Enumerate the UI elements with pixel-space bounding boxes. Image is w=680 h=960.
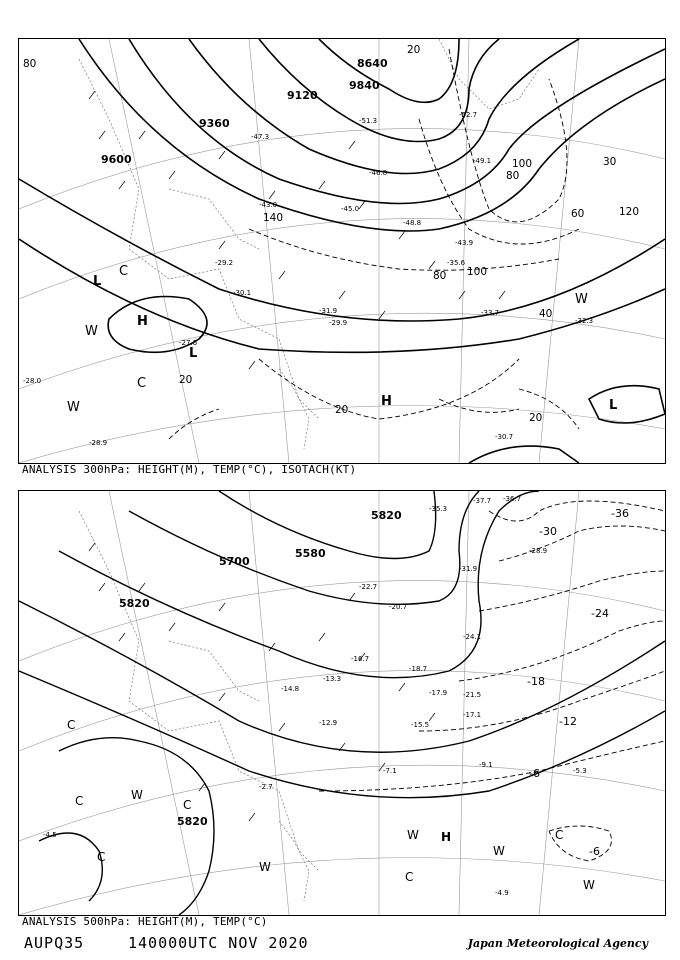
low-center: L	[189, 346, 198, 361]
warm-center: W	[67, 400, 80, 415]
wind-barbs	[89, 91, 505, 369]
isotherm-label: -6	[589, 845, 600, 858]
height-labels	[119, 509, 402, 828]
agency-credit: Japan Meteorological Agency	[467, 937, 648, 950]
temp-obs: -35.3	[429, 505, 448, 513]
map-300hpa-canvas	[19, 39, 665, 463]
low-center: L	[609, 398, 618, 413]
temp-obs: -7.1	[383, 767, 397, 775]
temp-obs: -43.0	[259, 201, 278, 209]
temp-obs: -4.9	[495, 889, 509, 897]
cold-center: C	[75, 794, 84, 808]
height-label: 5580	[295, 547, 326, 560]
temp-obs: -47.3	[251, 133, 270, 141]
temp-obs: -46.8	[369, 169, 388, 177]
high-center: H	[381, 394, 392, 409]
temp-obs: -33.7	[481, 309, 500, 317]
temp-obs: -31.9	[459, 565, 478, 573]
temp-obs: -9.1	[479, 761, 493, 769]
temp-obs: -36.7	[503, 495, 522, 503]
warm-center: W	[493, 844, 505, 858]
temp-obs: -2.7	[259, 783, 273, 791]
isotach-label: 40	[539, 308, 553, 320]
cold-center: C	[67, 718, 76, 732]
height-label: 8640	[357, 57, 388, 70]
height-contours	[19, 491, 665, 915]
height-label: 5820	[119, 597, 150, 610]
temp-obs: -22.7	[359, 583, 378, 591]
isotach-label: 20	[179, 374, 193, 386]
cold-center: C	[137, 376, 147, 391]
temp-obs: -32.3	[575, 317, 594, 325]
temp-obs: -48.8	[403, 219, 422, 227]
temp-obs: -31.9	[319, 307, 338, 315]
temp-obs: -49.1	[473, 157, 492, 165]
cold-center: C	[183, 798, 192, 812]
height-contours	[19, 39, 665, 463]
warm-center: W	[259, 860, 271, 874]
warm-center: W	[575, 292, 588, 307]
isotach-label: 100	[512, 158, 533, 170]
valid-time: 140000UTC NOV 2020	[128, 934, 309, 952]
coastline	[79, 511, 319, 901]
temp-obs: -28.9	[89, 439, 108, 447]
high-center: H	[441, 830, 452, 844]
isotherm-labels	[527, 507, 629, 858]
isotach-label: 30	[603, 156, 617, 168]
height-label: 5820	[371, 509, 402, 522]
isotach-label: 80	[23, 58, 37, 70]
temp-obs: -20.7	[389, 603, 408, 611]
height-label: 9120	[287, 89, 318, 102]
pressure-centers	[67, 264, 617, 415]
isotach-label: 120	[619, 206, 640, 218]
isotherms	[319, 501, 665, 861]
cold-center: C	[97, 850, 106, 864]
isotach-label: 20	[529, 412, 543, 424]
isotherm-label: -30	[539, 525, 557, 538]
temp-obs: -29.2	[215, 259, 234, 267]
cold-center: C	[555, 828, 564, 842]
temp-obs: -43.9	[455, 239, 474, 247]
temp-obs: -37.7	[473, 497, 492, 505]
isotherm-label: -36	[611, 507, 629, 520]
map-panel-500hpa	[18, 490, 666, 916]
warm-center: W	[407, 828, 419, 842]
height-label: 9600	[101, 153, 132, 166]
height-labels	[101, 57, 388, 166]
isotherm-label: -24	[591, 607, 609, 620]
wind-barbs	[89, 543, 435, 821]
cold-center: C	[405, 870, 414, 884]
temp-obs: -14.8	[281, 685, 300, 693]
temp-obs: -30.7	[495, 433, 514, 441]
temp-obs: -16.7	[351, 655, 370, 663]
height-label: 5700	[219, 555, 250, 568]
temp-obs: -17.1	[463, 711, 482, 719]
height-label: 5820	[177, 815, 208, 828]
isotach-label: 80	[433, 270, 447, 282]
map-500hpa-canvas	[19, 491, 665, 915]
isotach-label: 20	[335, 404, 349, 416]
map-panel-300hpa	[18, 38, 666, 464]
warm-center: W	[85, 324, 98, 339]
panel-500hpa-caption: ANALYSIS 500hPa: HEIGHT(M), TEMP(°C)	[22, 915, 268, 928]
height-label: 9840	[349, 79, 380, 92]
temp-obs: -28.9	[529, 547, 548, 555]
isotach-label: 20	[407, 44, 421, 56]
temp-obs: -51.3	[359, 117, 378, 125]
temp-obs: -24.1	[463, 633, 482, 641]
isotherm-label: -18	[527, 675, 545, 688]
isotherm-label: -12	[559, 715, 577, 728]
isotach-label: 100	[467, 266, 488, 278]
temp-obs: -30.1	[233, 289, 252, 297]
temp-obs: -35.6	[447, 259, 466, 267]
height-label: 9360	[199, 117, 230, 130]
temp-obs: -52.7	[459, 111, 478, 119]
temp-obs: -29.9	[329, 319, 348, 327]
low-center: L	[93, 274, 102, 289]
pressure-centers	[67, 718, 595, 892]
isotachs	[169, 49, 579, 439]
temp-obs: -21.5	[463, 691, 482, 699]
temp-obs: -45.0	[341, 205, 360, 213]
high-center: H	[137, 314, 148, 329]
temp-obs: -4.5	[43, 831, 57, 839]
temp-obs: -15.5	[411, 721, 430, 729]
isotherm-label: -6	[529, 767, 540, 780]
cold-center: C	[119, 264, 129, 279]
temp-obs: -12.9	[319, 719, 338, 727]
temp-obs: -28.0	[23, 377, 42, 385]
panel-300hpa-caption: ANALYSIS 300hPa: HEIGHT(M), TEMP(°C), ISOTACH(KT)	[22, 463, 357, 476]
graticule	[19, 491, 665, 915]
temp-obs: -18.7	[409, 665, 428, 673]
temp-obs: -13.3	[323, 675, 342, 683]
isotach-label: 80	[506, 170, 520, 182]
isotach-label: 140	[263, 212, 284, 224]
warm-center: W	[583, 878, 595, 892]
warm-center: W	[131, 788, 143, 802]
graticule	[19, 39, 665, 463]
isotach-label: 60	[571, 208, 585, 220]
temp-obs: -17.9	[429, 689, 448, 697]
chart-id: AUPQ35	[24, 934, 85, 952]
temp-obs: -27.6	[179, 339, 198, 347]
temp-obs: -5.3	[573, 767, 587, 775]
